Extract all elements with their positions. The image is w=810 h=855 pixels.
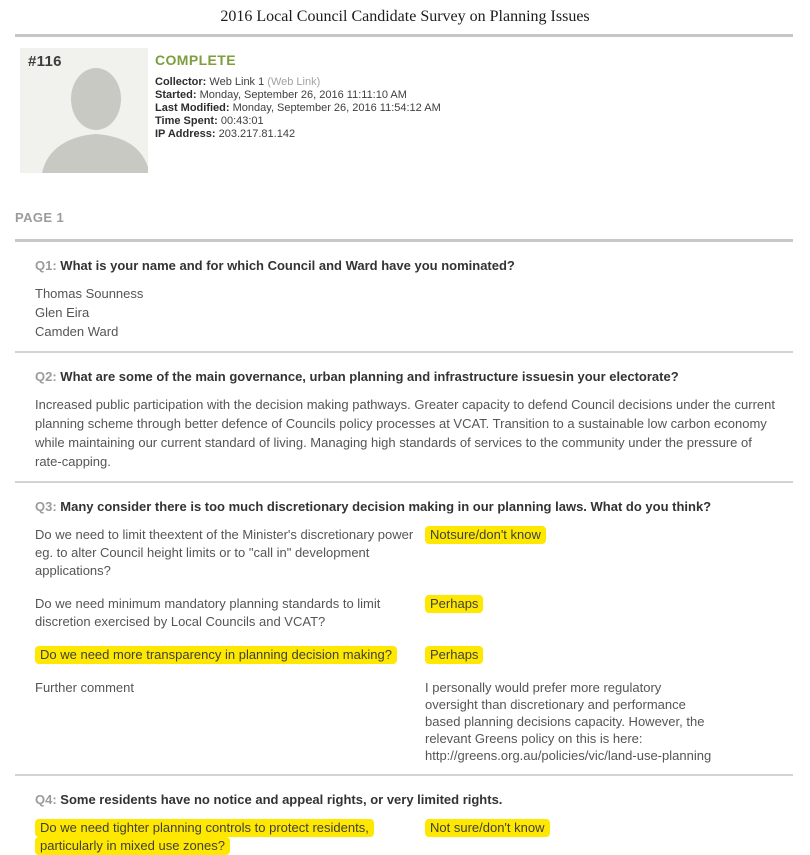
question-text: What are some of the main governance, urban planning and infrastructure issuesin your electorate? [60, 369, 679, 384]
question-text: Some residents have no notice and appeal rights, or very limited rights. [60, 792, 503, 807]
answer-line: Thomas Sounness [35, 286, 144, 301]
question-heading [35, 353, 780, 385]
status-badge: COMPLETE [155, 52, 236, 68]
meta-value: 00:43:01 [220, 115, 264, 127]
sub-question [35, 819, 419, 855]
qa-row [35, 526, 780, 580]
title-divider [15, 34, 793, 37]
highlighted-answer: Perhaps [425, 595, 483, 613]
question-4 [0, 776, 810, 855]
sub-question [35, 526, 419, 580]
sub-question-text: Do we need minimum mandatory planning standards to limit discretion exercised by Local Councils and VCAT? [35, 596, 381, 629]
question-1 [0, 242, 810, 351]
meta-label: Last Modified: [155, 102, 230, 114]
sub-question-text: Further comment [35, 680, 134, 695]
question-number: Q1: [35, 258, 57, 273]
qa-row [35, 679, 780, 764]
question-text: Many consider there is too much discretionary decision making in our planning laws. What do you think? [60, 499, 712, 514]
meta-value: Monday, September 26, 2016 11:54:12 AM [232, 102, 441, 114]
qa-row [35, 819, 780, 855]
meta-value: Web Link 1 [209, 76, 265, 88]
sub-answer [425, 646, 715, 664]
question-3 [0, 483, 810, 774]
sub-question-text: Do we need to limit theextent of the Minister's discretionary power eg. to alter Council height limits or to "call in" development applications? [35, 527, 414, 578]
highlighted-sub-question: Do we need tighter planning controls to protect residents, particularly in mixed use zones? [35, 819, 374, 855]
further-comment-text: I personally would prefer more regulatory oversight than discretionary and performance based planning decisions capacity. However, the relevant Greens policy on this is here: http://greens.org.au/policies/vic/land-use-planning [425, 680, 712, 763]
question-heading [35, 242, 780, 274]
highlighted-answer: Perhaps [425, 646, 483, 664]
meta-ip-address [155, 128, 441, 141]
meta-collector [155, 76, 441, 89]
meta-label: Collector: [155, 76, 207, 88]
sub-question [35, 595, 419, 631]
sub-answer [425, 819, 715, 855]
avatar [20, 48, 148, 173]
sub-answer [425, 595, 715, 631]
answer-line: Glen Eira [35, 305, 90, 320]
question-number: Q2: [35, 369, 57, 384]
meta-time-spent [155, 115, 441, 128]
sub-answer [425, 679, 715, 764]
respondent-header [20, 48, 810, 173]
survey-title: 2016 Local Council Candidate Survey on Planning Issues [220, 8, 590, 25]
meta-started [155, 89, 441, 102]
respondent-id: #116 [28, 53, 62, 70]
meta-label: Time Spent: [155, 115, 218, 127]
question-text: What is your name and for which Council and Ward have you nominated? [60, 258, 515, 273]
question-heading [35, 776, 780, 808]
question-2-answer: Increased public participation with the decision making pathways. Greater capacity to defend Council decisions under the current planning scheme through better defence of Councils policy processes at VCAT. Transition to a sustainable low carbon economy while maintaining our current standard of living. Managing high standards of services to the community under the pressure of rate-capping. [35, 397, 775, 469]
highlighted-sub-question: Do we need more transparency in planning decision making? [35, 646, 397, 664]
highlighted-answer: Notsure/don't know [425, 526, 546, 544]
qa-row [35, 646, 780, 664]
meta-note: (Web Link) [267, 76, 321, 88]
meta-value: 203.217.81.142 [218, 128, 296, 140]
question-number: Q4: [35, 792, 57, 807]
sub-question [35, 646, 419, 664]
respondent-info [155, 48, 441, 173]
meta-value: Monday, September 26, 2016 11:11:10 AM [199, 89, 407, 101]
meta-label: Started: [155, 89, 197, 101]
meta-label: IP Address: [155, 128, 216, 140]
question-1-answer [35, 284, 780, 341]
highlighted-answer: Not sure/don't know [425, 819, 550, 837]
qa-row [35, 595, 780, 631]
meta-last-modified [155, 102, 441, 115]
answer-line: Camden Ward [35, 324, 119, 339]
question-number: Q3: [35, 499, 57, 514]
sub-question [35, 679, 419, 764]
sub-answer [425, 526, 715, 580]
page-label: PAGE 1 [15, 210, 65, 225]
question-heading [35, 483, 780, 515]
question-2 [0, 353, 810, 481]
